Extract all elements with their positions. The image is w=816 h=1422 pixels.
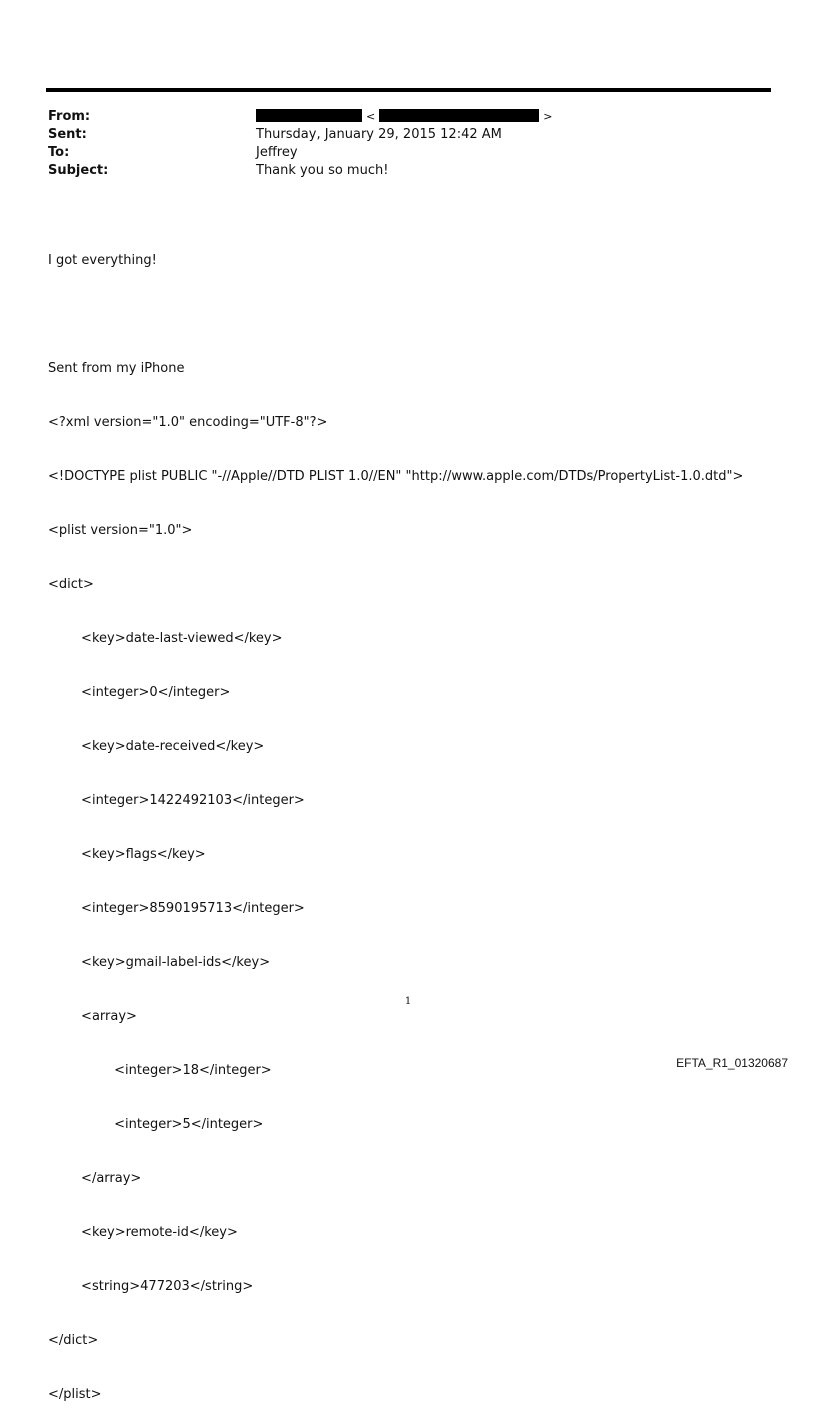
- document-id: EFTA_R1_01320687: [676, 1056, 788, 1070]
- sent-label: Sent:: [48, 127, 87, 142]
- redacted-sender-name: [256, 109, 362, 122]
- to-label: To:: [48, 145, 70, 160]
- body-line: <key>date-received</key>: [48, 739, 265, 754]
- email-body: [48, 216, 743, 1422]
- subject-value: Thank you so much!: [256, 163, 389, 178]
- body-line: </dict>: [48, 1333, 99, 1348]
- body-line: Sent from my iPhone: [48, 361, 185, 376]
- body-line: <dict>: [48, 577, 94, 592]
- body-line: <key>flags</key>: [48, 847, 206, 862]
- body-line: <array>: [48, 1009, 137, 1024]
- page-number: 1: [404, 996, 412, 1007]
- from-angle-close: >: [543, 110, 553, 123]
- body-line: <integer>5</integer>: [48, 1117, 264, 1132]
- body-line: <integer>1422492103</integer>: [48, 793, 305, 808]
- body-line: </array>: [48, 1171, 142, 1186]
- from-angle-open: <: [366, 110, 376, 123]
- from-label: From:: [48, 109, 91, 124]
- body-line: </plist>: [48, 1387, 102, 1402]
- to-value: Jeffrey: [256, 145, 298, 160]
- body-line: <key>gmail-label-ids</key>: [48, 955, 271, 970]
- body-line: <key>remote-id</key>: [48, 1225, 238, 1240]
- body-line: <key>date-last-viewed</key>: [48, 631, 283, 646]
- body-line: <string>477203</string>: [48, 1279, 254, 1294]
- body-line: [48, 306, 743, 324]
- header-divider: [46, 88, 771, 92]
- from-value: [256, 108, 556, 126]
- body-line: <?xml version="1.0" encoding="UTF-8"?>: [48, 415, 328, 430]
- body-line: <integer>8590195713</integer>: [48, 901, 305, 916]
- body-line: <plist version="1.0">: [48, 523, 193, 538]
- sent-value: Thursday, January 29, 2015 12:42 AM: [256, 127, 502, 142]
- subject-label: Subject:: [48, 163, 109, 178]
- redacted-sender-email: [379, 109, 539, 122]
- body-line: <integer>18</integer>: [48, 1063, 272, 1078]
- body-line: <!DOCTYPE plist PUBLIC "-//Apple//DTD PLIST 1.0//EN" "http://www.apple.com/DTDs/PropertyList-1.0.dtd">: [48, 469, 744, 484]
- body-line: I got everything!: [48, 253, 157, 268]
- body-line: <integer>0</integer>: [48, 685, 231, 700]
